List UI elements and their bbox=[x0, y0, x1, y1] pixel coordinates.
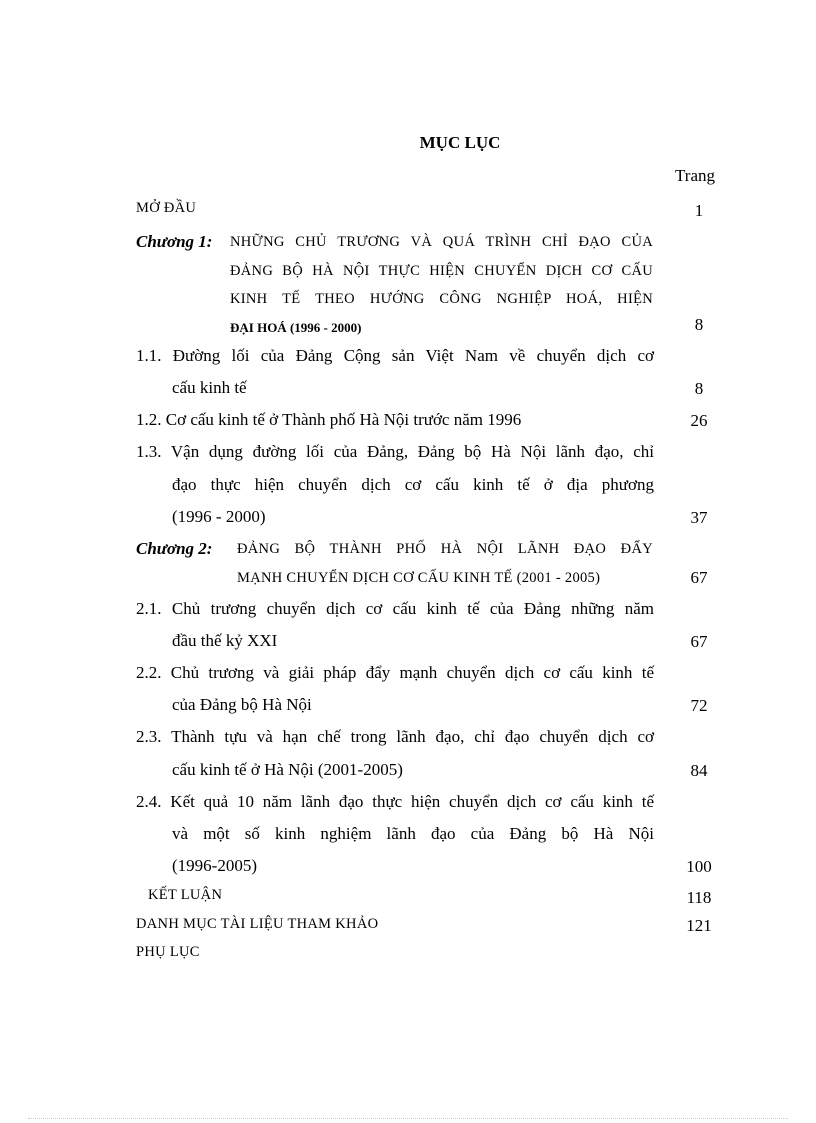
toc-title: MỤC LỤC bbox=[419, 133, 501, 152]
chapter2-prefix[interactable]: Chương 2: bbox=[136, 539, 213, 558]
toc-page-tai-lieu: 121 bbox=[686, 916, 712, 935]
chapter1-prefix[interactable]: Chương 1: bbox=[136, 232, 213, 251]
chapter1-title-line4: ĐẠI HOÁ (1996 - 2000) bbox=[230, 320, 362, 335]
chapter1-title-line3: KINH TẾ THEO HƯỚNG CÔNG NGHIỆP HOÁ, HIỆN bbox=[230, 291, 653, 307]
toc-entry-phu-luc[interactable]: PHỤ LỤC bbox=[136, 944, 200, 960]
toc-page-1-3: 37 bbox=[690, 508, 708, 527]
toc-page-1-1: 8 bbox=[694, 379, 704, 398]
chapter2-title-line1: ĐẢNG BỘ THÀNH PHỐ HÀ NỘI LÃNH ĐẠO ĐẨY bbox=[237, 541, 653, 557]
toc-page-chapter1: 8 bbox=[694, 315, 704, 334]
toc-page-chapter2: 67 bbox=[690, 568, 708, 587]
toc-entry-ket-luan[interactable]: KẾT LUẬN bbox=[148, 887, 223, 903]
toc-page-2-3: 84 bbox=[690, 761, 708, 780]
toc-entry-1-3-line3: (1996 - 2000) bbox=[172, 507, 266, 526]
toc-entry-1-3[interactable]: 1.3. Vận dụng đường lối của Đảng, Đảng bộ Hà Nội lãnh đạo, chỉ bbox=[136, 442, 654, 461]
toc-page-2-2: 72 bbox=[690, 696, 708, 715]
toc-entry-1-3-line2: đạo thực hiện chuyển dịch cơ cấu kinh tế ở địa phương bbox=[172, 475, 654, 494]
toc-entry-2-3-line2: cấu kinh tế ở Hà Nội (2001-2005) bbox=[172, 760, 403, 779]
page-column-header: Trang bbox=[675, 166, 715, 185]
toc-entry-1-1-line2: cấu kinh tế bbox=[172, 378, 247, 397]
toc-entry-1-2[interactable]: 1.2. Cơ cấu kinh tế ở Thành phố Hà Nội trước năm 1996 bbox=[136, 410, 522, 429]
toc-page-2-1: 67 bbox=[690, 632, 708, 651]
toc-entry-2-1-line2: đầu thế kỷ XXI bbox=[172, 631, 278, 650]
chapter1-title-line2: ĐẢNG BỘ HÀ NỘI THỰC HIỆN CHUYỂN DỊCH CƠ CẤU bbox=[230, 263, 653, 279]
toc-entry-mo-dau[interactable]: MỞ ĐẦU bbox=[136, 200, 197, 216]
page-bottom-divider bbox=[28, 1118, 788, 1119]
toc-entry-2-3[interactable]: 2.3. Thành tựu và hạn chế trong lãnh đạo, chỉ đạo chuyển dịch cơ bbox=[136, 727, 654, 746]
toc-page-mo-dau: 1 bbox=[694, 201, 704, 220]
toc-entry-tai-lieu[interactable]: DANH MỤC TÀI LIỆU THAM KHẢO bbox=[136, 916, 379, 932]
toc-entry-2-2-line2: của Đảng bộ Hà Nội bbox=[172, 695, 312, 714]
toc-page-1-2: 26 bbox=[690, 411, 708, 430]
toc-entry-2-1[interactable]: 2.1. Chủ trương chuyển dịch cơ cấu kinh tế của Đảng những năm bbox=[136, 599, 654, 618]
toc-entry-2-4-line3: (1996-2005) bbox=[172, 856, 257, 875]
chapter2-title-line2: MẠNH CHUYỂN DỊCH CƠ CẤU KINH TẾ (2001 - 2005) bbox=[237, 570, 601, 586]
toc-page-2-4: 100 bbox=[686, 857, 712, 876]
toc-entry-2-4[interactable]: 2.4. Kết quả 10 năm lãnh đạo thực hiện chuyển dịch cơ cấu kinh tế bbox=[136, 792, 654, 811]
toc-entry-2-2[interactable]: 2.2. Chủ trương và giải pháp đẩy mạnh chuyển dịch cơ cấu kinh tế bbox=[136, 663, 654, 682]
chapter1-title-line1: NHỮNG CHỦ TRƯƠNG VÀ QUÁ TRÌNH CHỈ ĐẠO CỦA bbox=[230, 234, 653, 250]
toc-entry-2-4-line2: và một số kinh nghiệm lãnh đạo của Đảng bộ Hà Nội bbox=[172, 824, 654, 843]
toc-page-ket-luan: 118 bbox=[686, 888, 712, 907]
toc-entry-1-1[interactable]: 1.1. Đường lối của Đảng Cộng sản Việt Nam về chuyển dịch cơ bbox=[136, 346, 654, 365]
